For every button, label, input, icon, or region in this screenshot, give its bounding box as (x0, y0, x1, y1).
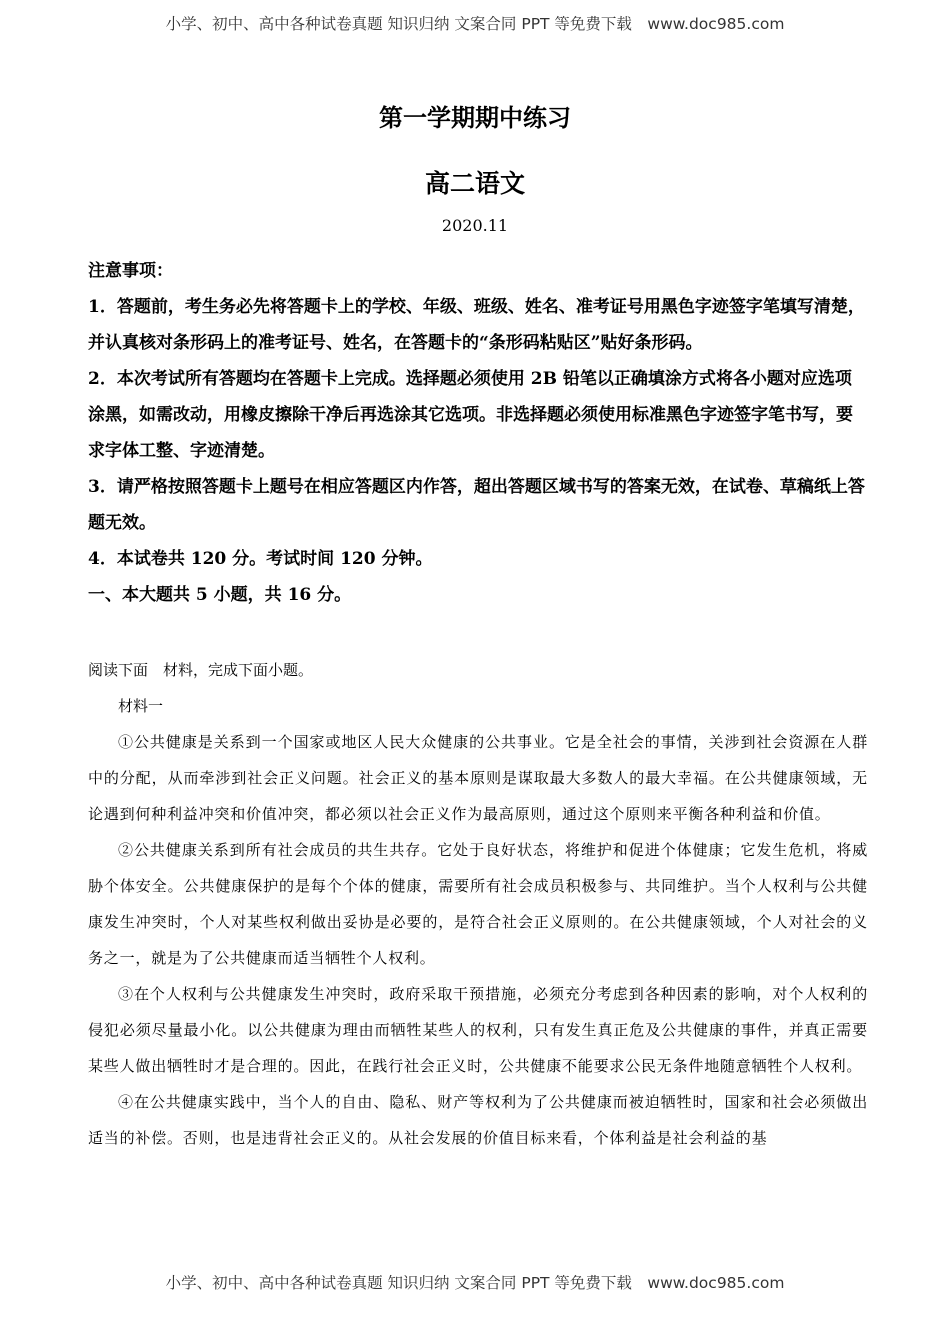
material-paragraph: ①公共健康是关系到一个国家或地区人民大众健康的公共事业。它是全社会的事情，关涉到社会资源在人群中的分配，从而牵涉到社会正义问题。社会正义的基本原则是谋取最大多数人的最大幸福。在公共健康领域，无论遇到何种利益冲突和价值冲突，都必须以社会正义作为最高原则，通过这个原则来平衡各种利益和价值。 (88, 733, 868, 823)
reading-instruction: 阅读下面 材料，完成下面小题。 (88, 661, 314, 679)
material-paragraph: ②公共健康关系到所有社会成员的共生共存。它处于良好状态，将维护和促进个体健康；它发生危机，将威胁个体安全。公共健康保护的是每个个体的健康，需要所有社会成员积极参与、共同维护。当个人权利与公共健康发生冲突时，个人对某些权利做出妥协是必要的，是符合社会正义原则的。在公共健康领域，个人对社会的义务之一，就是为了公共健康而适当牺牲个人权利。 (88, 841, 868, 967)
material-paragraph: ③在个人权利与公共健康发生冲突时，政府采取干预措施，必须充分考虑到各种因素的影响，对个人权利的侵犯必须尽量最小化。以公共健康为理由而牺牲某些人的权利，只有发生真正危及公共健康的事件，并真正需要某些人做出牺牲时才是合理的。因此，在践行社会正义时，公共健康不能要求公民无条件地随意牺牲个人权利。 (88, 985, 868, 1075)
site-banner-bottom: 小学、初中、高中各种试卷真题 知识归纳 文案合同 PPT 等免费下载 www.doc985.com (165, 1274, 785, 1292)
notices-heading: 注意事项： (88, 261, 173, 281)
site-banner-top: 小学、初中、高中各种试卷真题 知识归纳 文案合同 PPT 等免费下载 www.doc985.com (165, 15, 785, 33)
notice-item: 2．本次考试所有答题均在答题卡上完成。选择题必须使用 2B 铅笔以正确填涂方式将各小题对应选项涂黑，如需改动，用橡皮擦除干净后再选涂其它选项。非选择题必须使用标准黑色字迹签字笔书写，要求字体工整、字迹清楚。 (88, 369, 853, 461)
material-label: 材料一 (118, 697, 164, 715)
exam-date: 2020.11 (441, 216, 509, 235)
exam-subject: 高二语文 (424, 169, 525, 198)
notice-item: 4．本试卷共 120 分。考试时间 120 分钟。 (88, 549, 433, 569)
material-paragraph: ④在公共健康实践中，当个人的自由、隐私、财产等权利为了公共健康而被迫牺牲时，国家和社会必须做出适当的补偿。否则，也是违背社会正义的。从社会发展的价值目标来看，个体利益是社会利益的基 (88, 1093, 868, 1147)
section-heading: 一、本大题共 5 小题，共 16 分。 (88, 585, 352, 605)
reading-section (88, 652, 868, 1156)
notice-item: 1．答题前，考生务必先将答题卡上的学校、年级、班级、姓名、准考证号用黑色字迹签字笔填写清楚，并认真核对条形码上的准考证号、姓名，在答题卡的“条形码粘贴区”贴好条形码。 (88, 297, 865, 353)
notice-item: 3．请严格按照答题卡上题号在相应答题区内作答，超出答题区域书写的答案无效，在试卷、草稿纸上答题无效。 (88, 477, 865, 533)
notices-section (88, 253, 868, 613)
exam-title: 第一学期期中练习 (379, 103, 571, 132)
